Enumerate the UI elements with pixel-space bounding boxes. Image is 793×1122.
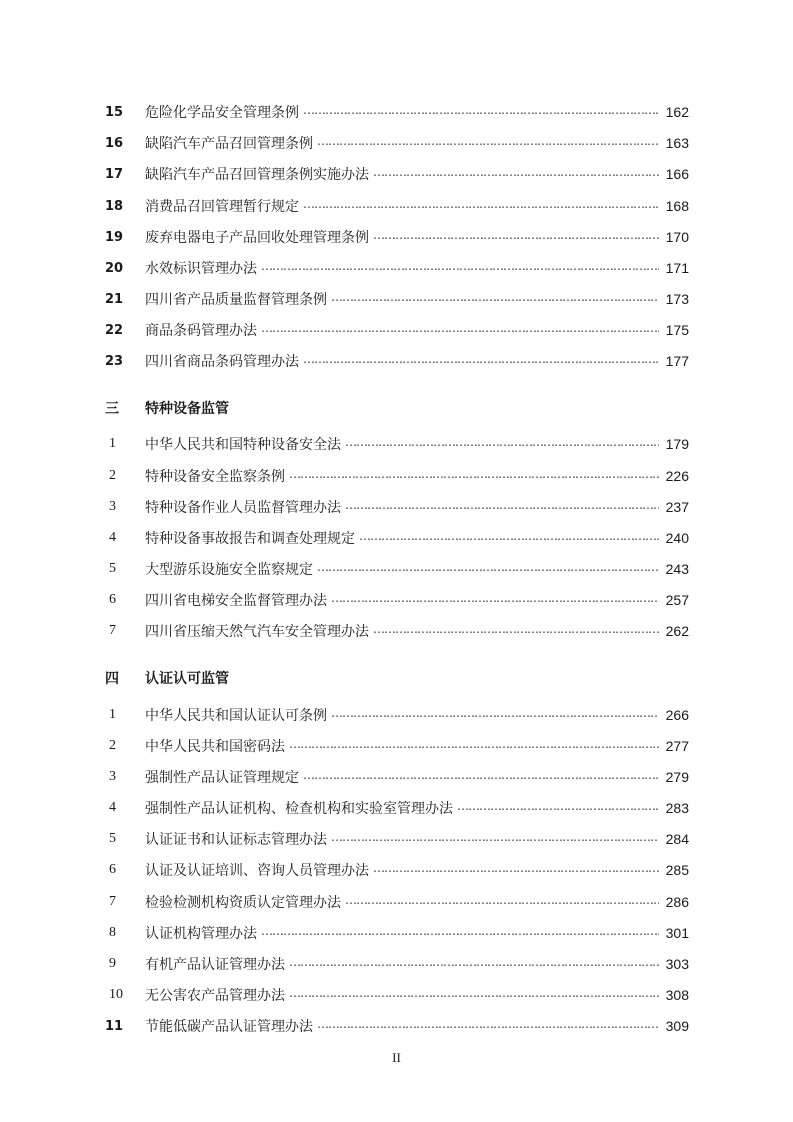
section-heading xyxy=(105,396,229,420)
entry-number: 6 xyxy=(109,592,116,607)
entry-number: 8 xyxy=(109,925,116,940)
entry-title: 大型游乐设施安全监察规定 xyxy=(145,562,313,578)
entry-number: 16 xyxy=(105,135,124,151)
dot-leader xyxy=(331,828,659,850)
entry-page: 283 xyxy=(665,800,689,816)
section-number: 四 xyxy=(105,671,119,687)
toc-entry[interactable] xyxy=(105,226,689,248)
entry-number: 19 xyxy=(105,229,124,245)
toc-entry[interactable] xyxy=(105,465,689,487)
entry-page: 175 xyxy=(665,322,689,338)
entry-page: 179 xyxy=(665,436,689,452)
toc-entry[interactable] xyxy=(105,589,689,611)
entry-page: 303 xyxy=(665,956,689,972)
entry-title: 特种设备作业人员监督管理办法 xyxy=(145,500,341,516)
entry-number: 3 xyxy=(109,499,116,514)
entry-number: 7 xyxy=(109,894,116,909)
dot-leader xyxy=(331,704,659,726)
entry-page: 257 xyxy=(665,592,689,608)
entry-page: 308 xyxy=(665,987,689,1003)
toc-entry[interactable] xyxy=(105,704,689,726)
entry-title: 四川省产品质量监督管理条例 xyxy=(145,292,327,308)
toc-entry[interactable] xyxy=(105,496,689,518)
entry-number: 1 xyxy=(109,436,116,451)
page-number: II xyxy=(392,1050,401,1065)
entry-title: 强制性产品认证管理规定 xyxy=(145,770,299,786)
section-number: 三 xyxy=(105,401,119,417)
dot-leader xyxy=(303,350,659,372)
entry-number: 4 xyxy=(109,800,116,815)
dot-leader xyxy=(359,527,659,549)
dot-leader xyxy=(261,257,659,279)
dot-leader xyxy=(303,101,659,123)
section-title: 认证认可监管 xyxy=(145,671,229,687)
entry-title: 四川省压缩天然气汽车安全管理办法 xyxy=(145,624,369,640)
entry-number: 1 xyxy=(109,707,116,722)
entry-number: 21 xyxy=(105,291,124,307)
dot-leader xyxy=(373,859,659,881)
entry-title: 水效标识管理办法 xyxy=(145,261,257,277)
section-heading xyxy=(105,666,229,690)
entry-page: 162 xyxy=(665,104,689,120)
entry-number: 3 xyxy=(109,769,116,784)
entry-title: 特种设备事故报告和调查处理规定 xyxy=(145,531,355,547)
entry-number: 20 xyxy=(105,260,124,276)
entry-page: 286 xyxy=(665,894,689,910)
toc-entry[interactable] xyxy=(105,433,689,455)
dot-leader xyxy=(331,589,659,611)
toc-entry[interactable] xyxy=(105,953,689,975)
dot-leader xyxy=(457,797,659,819)
entry-page: 226 xyxy=(665,468,689,484)
dot-leader xyxy=(317,1015,659,1037)
entry-title: 商品条码管理办法 xyxy=(145,323,257,339)
toc-entry[interactable] xyxy=(105,163,689,185)
dot-leader xyxy=(331,288,659,310)
entry-number: 15 xyxy=(105,104,124,120)
dot-leader xyxy=(317,558,659,580)
entry-number: 9 xyxy=(109,956,116,971)
entry-number: 5 xyxy=(109,831,116,846)
dot-leader xyxy=(261,319,659,341)
dot-leader xyxy=(289,984,659,1006)
entry-title: 检验检测机构资质认定管理办法 xyxy=(145,895,341,911)
entry-page: 171 xyxy=(665,260,689,276)
entry-title: 消费品召回管理暂行规定 xyxy=(145,199,299,215)
entry-page: 285 xyxy=(665,862,689,878)
entry-page: 284 xyxy=(665,831,689,847)
dot-leader xyxy=(289,953,659,975)
entry-title: 缺陷汽车产品召回管理条例 xyxy=(145,136,313,152)
entry-title: 特种设备安全监察条例 xyxy=(145,469,285,485)
toc-entry[interactable] xyxy=(105,859,689,881)
entry-number: 2 xyxy=(109,738,116,753)
entry-title: 四川省商品条码管理办法 xyxy=(145,354,299,370)
dot-leader xyxy=(261,922,659,944)
entry-number: 11 xyxy=(105,1018,124,1034)
dot-leader xyxy=(289,465,659,487)
entry-page: 243 xyxy=(665,561,689,577)
toc-entry[interactable] xyxy=(105,195,689,217)
toc-entry[interactable] xyxy=(105,620,689,642)
toc-entry[interactable] xyxy=(105,797,689,819)
toc-entry[interactable] xyxy=(105,766,689,788)
entry-page: 168 xyxy=(665,198,689,214)
entry-title: 四川省电梯安全监督管理办法 xyxy=(145,593,327,609)
dot-leader xyxy=(317,132,659,154)
entry-page: 163 xyxy=(665,135,689,151)
entry-page: 240 xyxy=(665,530,689,546)
entry-number: 6 xyxy=(109,862,116,877)
toc-entry[interactable] xyxy=(105,527,689,549)
dot-leader xyxy=(303,195,659,217)
dot-leader xyxy=(289,735,659,757)
entry-number: 22 xyxy=(105,322,124,338)
entry-title: 节能低碳产品认证管理办法 xyxy=(145,1019,313,1035)
entry-page: 173 xyxy=(665,291,689,307)
entry-page: 177 xyxy=(665,353,689,369)
entry-number: 2 xyxy=(109,468,116,483)
entry-title: 危险化学品安全管理条例 xyxy=(145,105,299,121)
entry-number: 10 xyxy=(109,987,123,1002)
entry-page: 279 xyxy=(665,769,689,785)
entry-title: 有机产品认证管理办法 xyxy=(145,957,285,973)
toc-entry[interactable] xyxy=(105,350,689,372)
entry-page: 301 xyxy=(665,925,689,941)
toc-entry[interactable] xyxy=(105,558,689,580)
entry-title: 缺陷汽车产品召回管理条例实施办法 xyxy=(145,167,369,183)
entry-title: 认证机构管理办法 xyxy=(145,926,257,942)
entry-title: 认证证书和认证标志管理办法 xyxy=(145,832,327,848)
toc-entry[interactable] xyxy=(105,1015,689,1037)
entry-page: 277 xyxy=(665,738,689,754)
entry-page: 266 xyxy=(665,707,689,723)
entry-page: 237 xyxy=(665,499,689,515)
section-title: 特种设备监管 xyxy=(145,401,229,417)
dot-leader xyxy=(373,226,659,248)
dot-leader xyxy=(345,433,659,455)
entry-title: 中华人民共和国特种设备安全法 xyxy=(145,437,341,453)
entry-number: 5 xyxy=(109,561,116,576)
toc-entry[interactable] xyxy=(105,735,689,757)
toc-entry[interactable] xyxy=(105,319,689,341)
entry-title: 中华人民共和国密码法 xyxy=(145,739,285,755)
entry-title: 废弃电器电子产品回收处理管理条例 xyxy=(145,230,369,246)
entry-page: 170 xyxy=(665,229,689,245)
dot-leader xyxy=(345,496,659,518)
toc-entry[interactable] xyxy=(105,257,689,279)
toc-entry[interactable] xyxy=(105,828,689,850)
dot-leader xyxy=(373,620,659,642)
entry-title: 无公害农产品管理办法 xyxy=(145,988,285,1004)
dot-leader xyxy=(303,766,659,788)
toc-entry[interactable] xyxy=(105,984,689,1006)
dot-leader xyxy=(373,163,659,185)
toc-entry[interactable] xyxy=(105,922,689,944)
dot-leader xyxy=(345,891,659,913)
entry-number: 7 xyxy=(109,623,116,638)
toc-entry[interactable] xyxy=(105,891,689,913)
entry-title: 强制性产品认证机构、检查机构和实验室管理办法 xyxy=(145,801,453,817)
entry-page: 262 xyxy=(665,623,689,639)
entry-number: 17 xyxy=(105,166,124,182)
toc-entry[interactable] xyxy=(105,288,689,310)
entry-page: 309 xyxy=(665,1018,689,1034)
entry-title: 认证及认证培训、咨询人员管理办法 xyxy=(145,863,369,879)
entry-number: 18 xyxy=(105,198,124,214)
toc-entry[interactable] xyxy=(105,101,689,123)
entry-title: 中华人民共和国认证认可条例 xyxy=(145,708,327,724)
entry-number: 4 xyxy=(109,530,116,545)
entry-number: 23 xyxy=(105,353,124,369)
toc-entry[interactable] xyxy=(105,132,689,154)
entry-page: 166 xyxy=(665,166,689,182)
